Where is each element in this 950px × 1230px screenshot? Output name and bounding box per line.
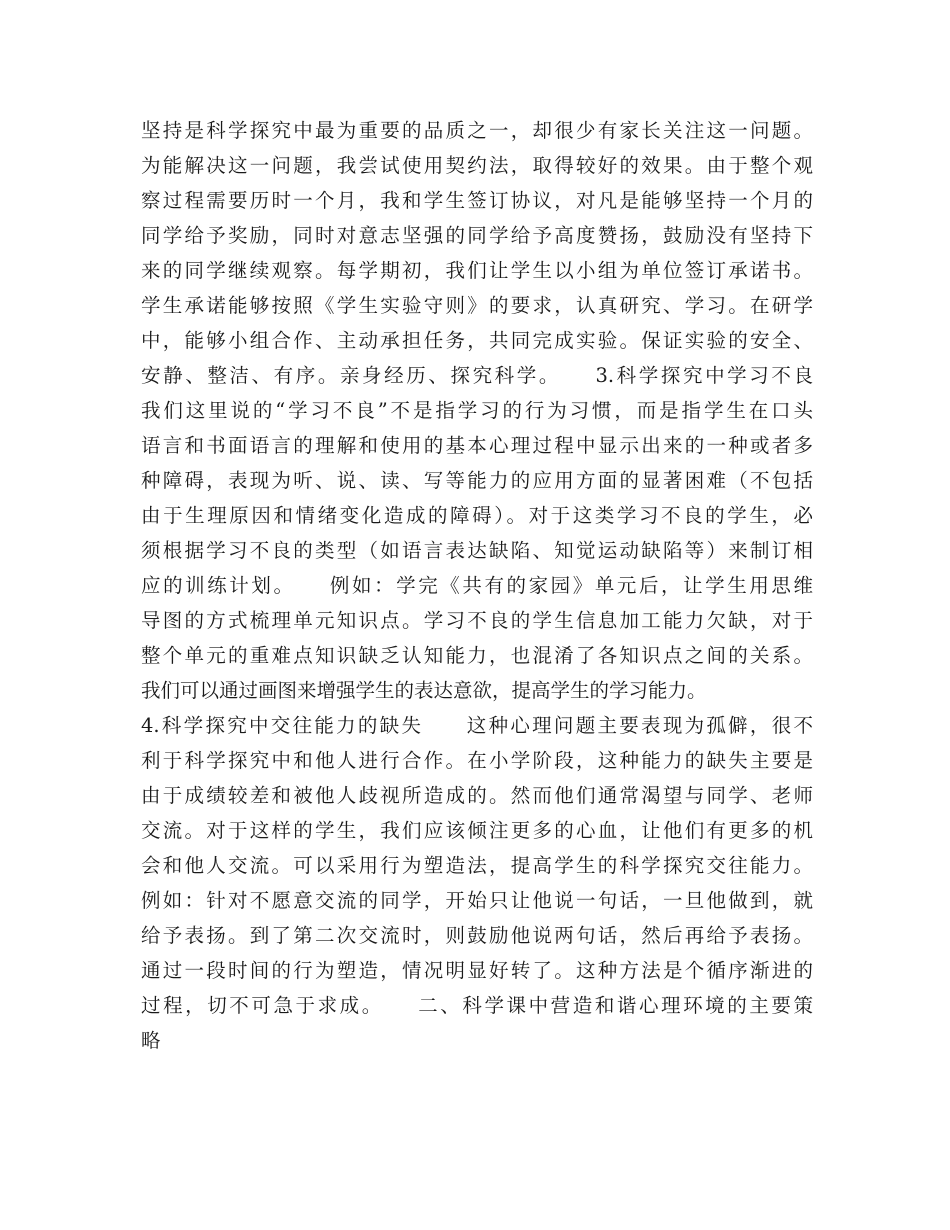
text-line: 中，能够小组合作、主动承担任务，共同完成实验。保证实验的安全、 (141, 329, 813, 352)
text-line: 应的训练计划。 例如：学完《共有的家园》单元后，让学生用思维 (141, 574, 813, 597)
text-line: 过程，切不可急于求成。 二、科学课中营造和谐心理环境的主要策 (141, 994, 813, 1017)
text-line: 通过一段时间的行为塑造，情况明显好转了。这种方法是个循序渐进的 (141, 959, 813, 982)
text-line: 安静、整洁、有序。亲身经历、探究科学。 3.科学探究中学习不良 (141, 364, 813, 387)
text-line: 须根据学习不良的类型（如语言表达缺陷、知觉运动缺陷等）来制订相 (141, 539, 813, 562)
text-line: 来的同学继续观察。每学期初，我们让学生以小组为单位签订承诺书。 (141, 259, 813, 282)
text-line: 我们可以通过画图来增强学生的表达意欲，提高学生的学习能力。 (141, 679, 736, 702)
text-line: 坚持是科学探究中最为重要的品质之一，却很少有家长关注这一问题。 (141, 119, 813, 142)
text-line: 给予表扬。到了第二次交流时，则鼓励他说两句话，然后再给予表扬。 (141, 924, 813, 947)
text-line: 整个单元的重难点知识缺乏认知能力，也混淆了各知识点之间的关系。 (141, 644, 813, 667)
body-text (141, 113, 813, 1058)
text-line: 学生承诺能够按照《学生实验守则》的要求，认真研究、学习。在研学 (141, 294, 813, 317)
text-line: 种障碍，表现为听、说、读、写等能力的应用方面的显著困难（不包括 (141, 469, 813, 492)
text-line: 我们这里说的“学习不良”不是指学习的行为习惯，而是指学生在口头 (141, 399, 813, 422)
text-line: 察过程需要历时一个月，我和学生签订协议，对凡是能够坚持一个月的 (141, 189, 813, 212)
text-line: 略 (141, 1029, 161, 1052)
text-line: 例如：针对不愿意交流的同学，开始只让他说一句话，一旦他做到，就 (141, 889, 813, 912)
text-line: 利于科学探究中和他人进行合作。在小学阶段，这种能力的缺失主要是 (141, 749, 813, 772)
text-line: 语言和书面语言的理解和使用的基本心理过程中显示出来的一种或者多 (141, 434, 813, 457)
text-line: 为能解决这一问题，我尝试使用契约法，取得较好的效果。由于整个观 (141, 154, 813, 177)
text-line: 同学给予奖励，同时对意志坚强的同学给予高度赞扬，鼓励没有坚持下 (141, 224, 813, 247)
text-line: 4.科学探究中交往能力的缺失 这种心理问题主要表现为孤僻，很不 (141, 714, 813, 737)
text-line: 由于成绩较差和被他人歧视所造成的。然而他们通常渴望与同学、老师 (141, 784, 813, 807)
text-line: 导图的方式梳理单元知识点。学习不良的学生信息加工能力欠缺，对于 (141, 609, 813, 632)
text-line: 交流。对于这样的学生，我们应该倾注更多的心血，让他们有更多的机 (141, 819, 813, 842)
text-line: 由于生理原因和情绪变化造成的障碍）。对于这类学习不良的学生，必 (141, 504, 813, 527)
text-line: 会和他人交流。可以采用行为塑造法，提高学生的科学探究交往能力。 (141, 854, 813, 877)
